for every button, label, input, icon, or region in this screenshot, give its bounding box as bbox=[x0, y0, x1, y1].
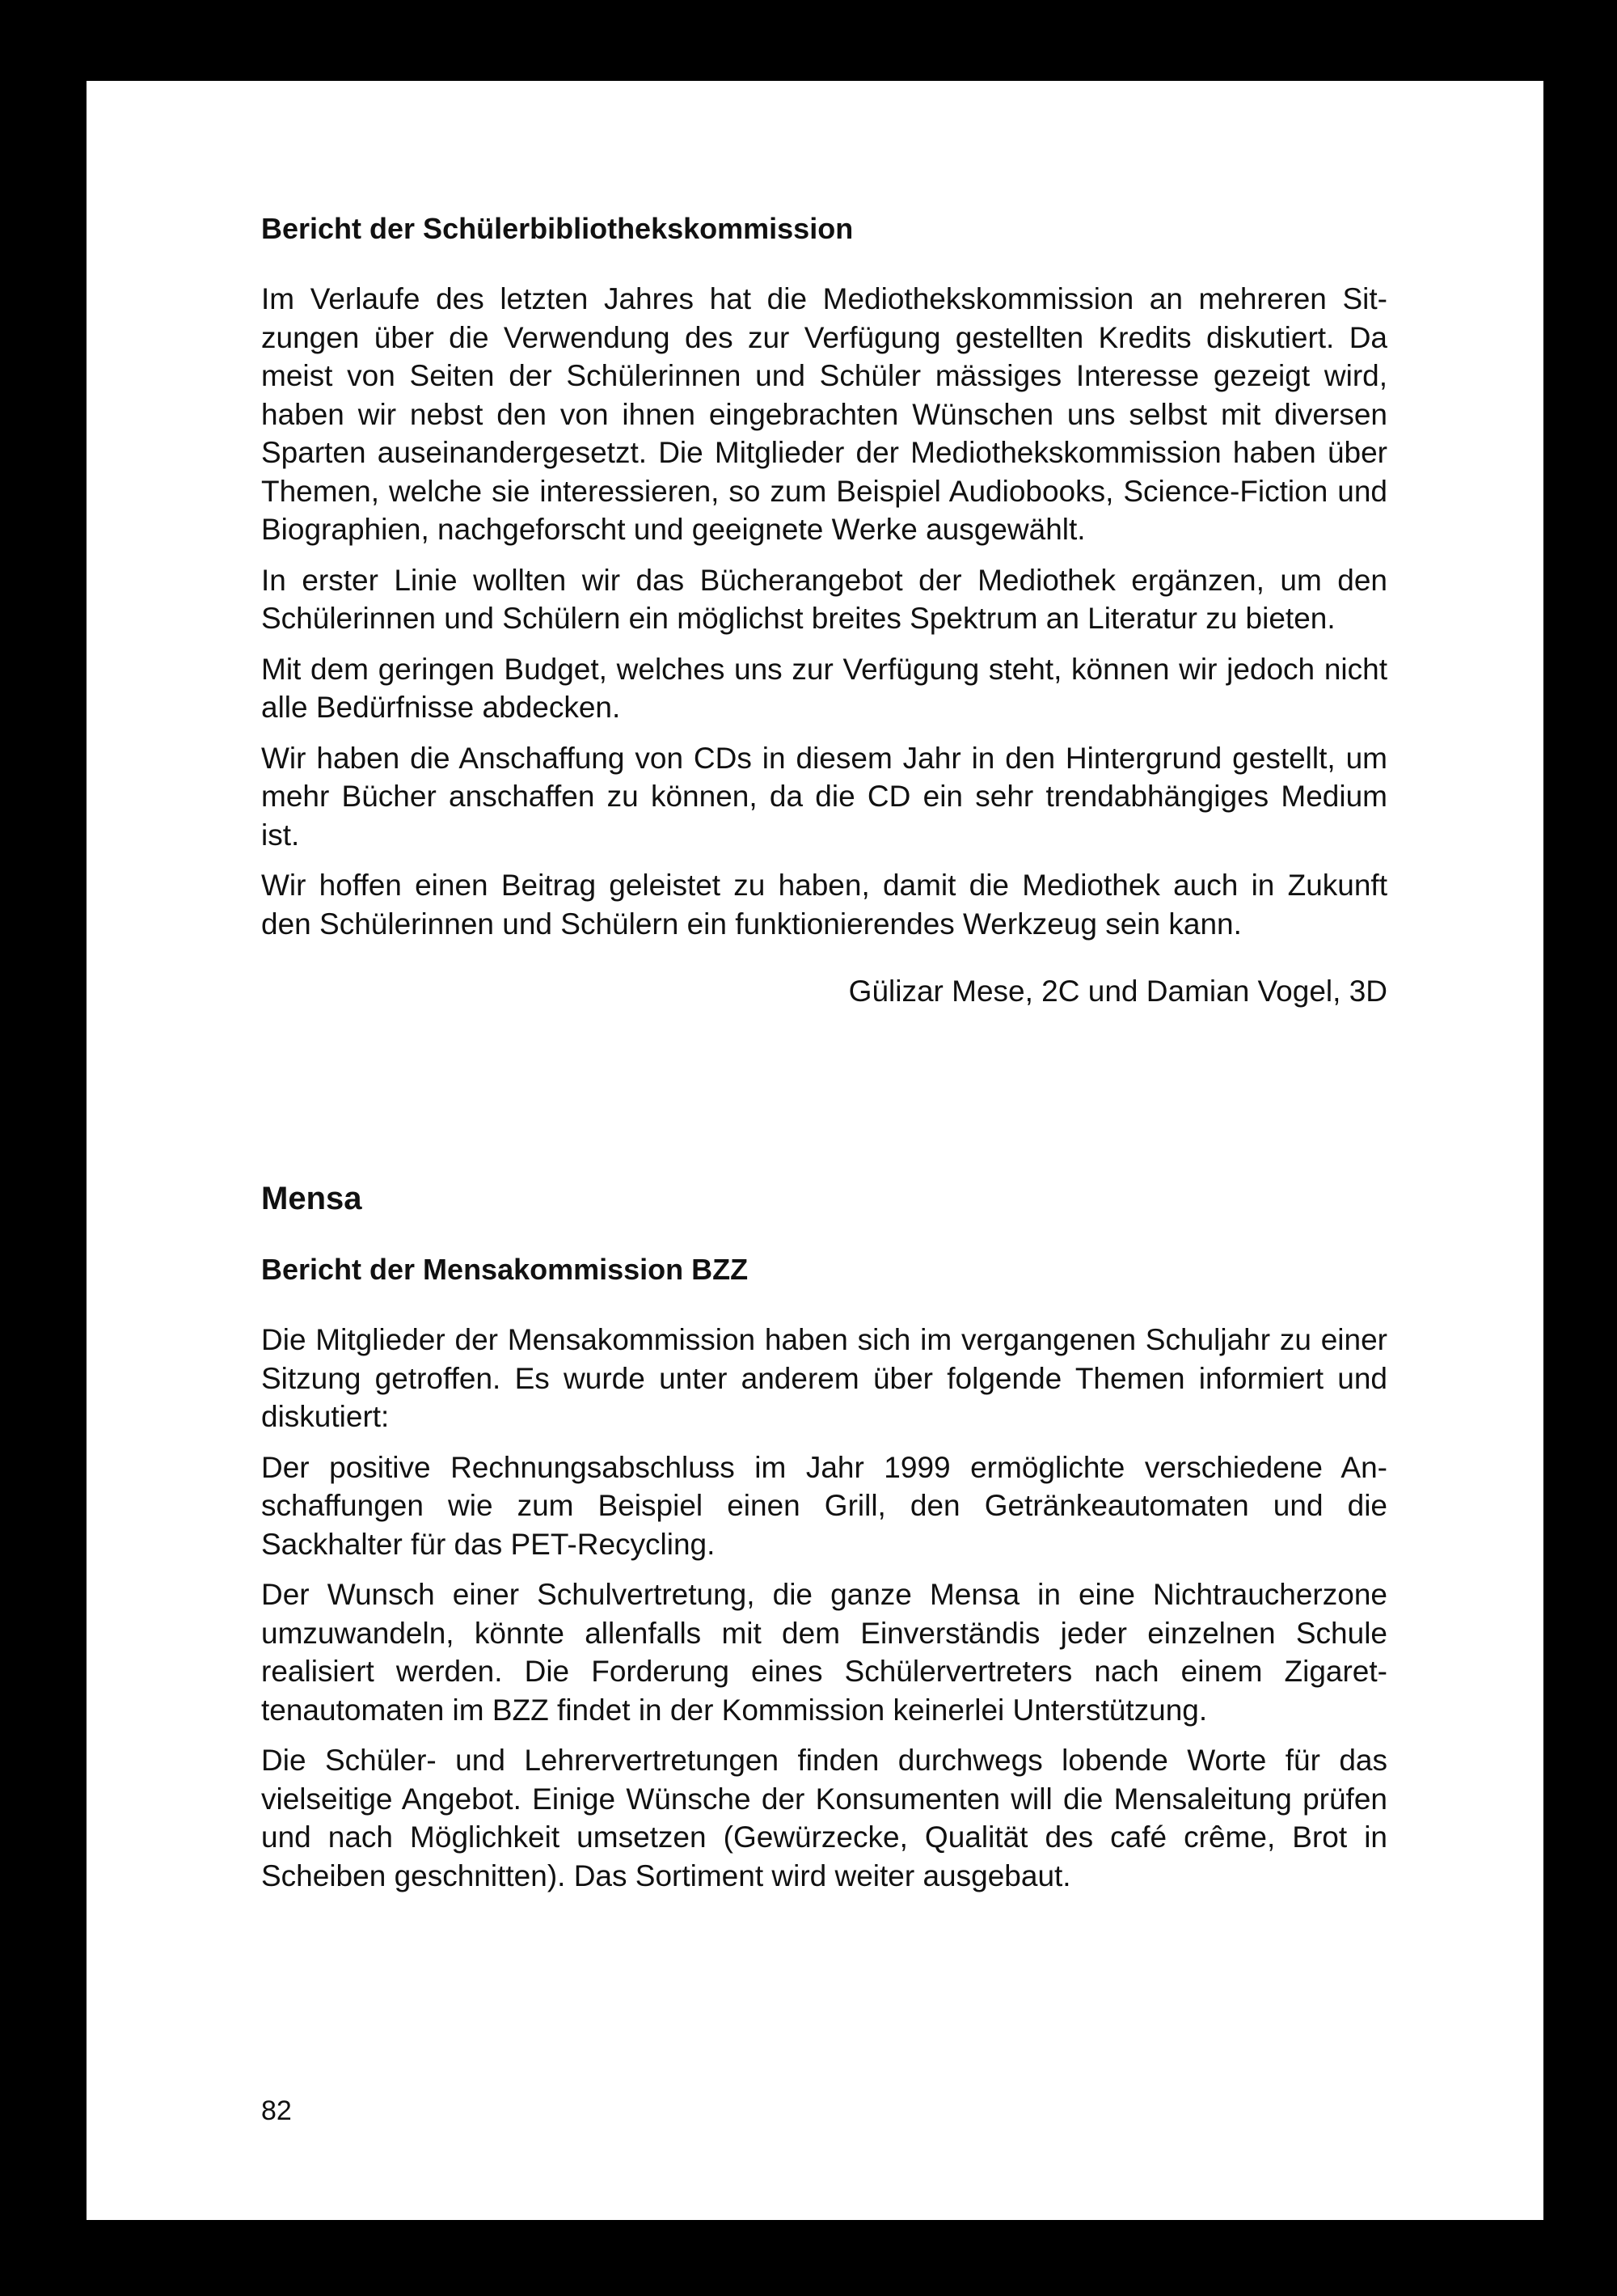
library-paragraph: In erster Linie wollten wir das Bücherangebot der Mediothek ergänzen, um den Schülerinnen und Schülern ein möglichst breites Spektrum an Literatur zu bieten. bbox=[261, 563, 1387, 635]
signature-block bbox=[261, 972, 1387, 1010]
library-paragraph: Im Verlaufe des letzten Jahres hat die Mediothekskommission an mehreren Sitzungen über die Verwendung des zur Verfügung gestellten Kredits diskutiert. Da meist von Seiten der Schülerinnen und Schüler mässiges Interesse gezeigt wird, haben wir nebst den von ihnen eingebrachten Wünschen uns selbst mit diversen Sparten auseinandergesetzt. Die Mitglieder der Mediothekskommission haben über Themen, welche sie interessieren, so zum Beispiel Audiobooks, Science-Fiction und Biographien, nachgeforscht und geeignete Werke ausgewählt. bbox=[261, 282, 1387, 546]
mensa-paragraph: Der positive Rechnungsabschluss im Jahr 1999 ermöglichte verschiedene Anschaffungen wie zum Beispiel einen Grill, den Getränkeautomaten und die Sackhalter für das PET-Recycling. bbox=[261, 1450, 1387, 1561]
mensa-paragraph: Der Wunsch einer Schulvertretung, die ganze Mensa in eine Nichtraucherzone umzuwandeln, könnte allenfalls mit dem Einverständis jeder einzelnen Schule realisiert werden. Die Forderung eines Schülervertreters nach einem Zigarettenautomaten im BZZ findet in der Kommission keinerlei Unterstützung. bbox=[261, 1578, 1387, 1727]
library-paragraph: Wir hoffen einen Beitrag geleistet zu haben, damit die Mediothek auch in Zukunft den Schülerinnen und Schülern ein funktionierendes Werkzeug sein kann. bbox=[261, 869, 1387, 941]
library-paragraph: Wir haben die Anschaffung von CDs in diesem Jahr in den Hintergrund gestellt, um mehr Bücher anschaffen zu können, da die CD ein sehr trendabhängiges Medium ist. bbox=[261, 741, 1387, 852]
page-content bbox=[261, 210, 1387, 1907]
section-title-mensa-commission: Bericht der Mensakommission BZZ bbox=[261, 1253, 749, 1286]
mensa-paragraph: Die Schüler- und Lehrervertretungen finden durchwegs lobende Worte für das vielseitige Angebot. Einige Wünsche der Konsumenten will die Mensaleitung prüfen und nach Möglichkeit umsetzen (Gewürzecke, Qualität des café crême, Brot in Scheiben geschnitten). Das Sortiment wird weiter ausgebaut. bbox=[261, 1744, 1387, 1892]
mensa-paragraph: Die Mitglieder der Mensakommission haben sich im vergangenen Schuljahr zu einer Sitzung getroffen. Es wurde unter anderem über folgende Themen informiert und diskutiert: bbox=[261, 1323, 1387, 1433]
section-title-library-commission: Bericht der Schülerbibliothekskommission bbox=[261, 212, 854, 245]
mensa-section bbox=[261, 1178, 1387, 1895]
signature: Gülizar Mese, 2C und Damian Vogel, 3D bbox=[848, 975, 1387, 1008]
document-page bbox=[87, 81, 1543, 2220]
library-paragraph: Mit dem geringen Budget, welches uns zur Verfügung steht, können wir jedoch nicht alle Bedürfnisse abdecken. bbox=[261, 652, 1387, 724]
section-heading-mensa: Mensa bbox=[261, 1181, 362, 1216]
page-number: 82 bbox=[261, 2095, 292, 2126]
